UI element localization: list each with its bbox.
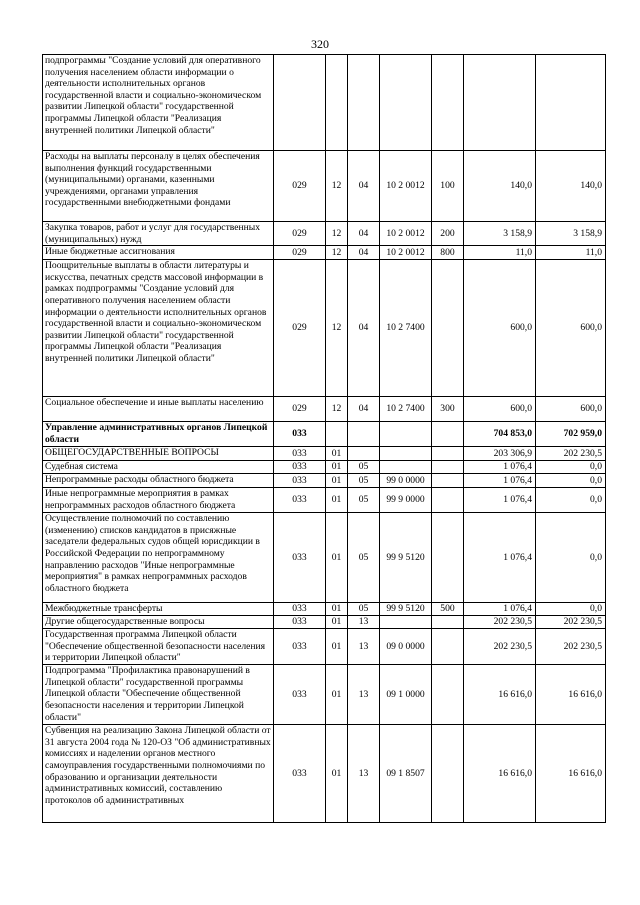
row-section-cell: 01 [326, 665, 348, 725]
table-row [43, 665, 606, 725]
budget-table [42, 54, 606, 823]
row-amount-2-cell: 16 616,0 [536, 665, 606, 725]
row-ved-cell: 029 [274, 260, 326, 397]
row-expense-type-cell: 200 [432, 222, 464, 246]
page-number: 320 [311, 37, 329, 51]
row-expense-type-cell: 500 [432, 603, 464, 616]
row-subsection-cell: 13 [348, 725, 380, 823]
row-target-article-cell: 10 2 0012 [380, 151, 432, 222]
row-expense-type-cell [432, 616, 464, 629]
row-expense-type-cell: 800 [432, 246, 464, 260]
row-subsection-cell: 13 [348, 616, 380, 629]
row-expense-type-cell [432, 474, 464, 488]
row-expense-type-cell [432, 422, 464, 447]
row-amount-1-cell: 1 076,4 [464, 603, 536, 616]
row-name-cell: Государственная программа Липецкой области "Обеспечение общественной безопасности населения и территории Липецкой области" [43, 629, 274, 665]
row-subsection-cell [348, 422, 380, 447]
row-target-article-cell [380, 616, 432, 629]
row-name-cell: Закупка товаров, работ и услуг для государственных (муниципальных) нужд [43, 222, 274, 246]
row-expense-type-cell [432, 447, 464, 461]
row-amount-1-cell: 202 230,5 [464, 629, 536, 665]
row-expense-type-cell: 100 [432, 151, 464, 222]
table-row [43, 616, 606, 629]
row-target-article-cell: 99 9 0000 [380, 488, 432, 513]
row-amount-1-cell: 1 076,4 [464, 488, 536, 513]
row-subsection-cell [348, 55, 380, 151]
row-ved-cell: 033 [274, 616, 326, 629]
row-amount-1-cell: 1 076,4 [464, 461, 536, 474]
row-section-cell: 01 [326, 616, 348, 629]
row-subsection-cell: 13 [348, 629, 380, 665]
row-amount-2-cell: 600,0 [536, 260, 606, 397]
row-section-cell: 12 [326, 397, 348, 422]
row-target-article-cell [380, 55, 432, 151]
row-ved-cell: 033 [274, 474, 326, 488]
row-amount-2-cell: 0,0 [536, 488, 606, 513]
row-name-cell: подпрограммы "Создание условий для оперативного получения населением области информации о деятельности исполнительных органов государственной власти и социально-экономическом развитии Липецкой области" государственной программы Липецкой области "Реализация внутренней политики Липецкой области" [43, 55, 274, 151]
row-name-cell: Управление административных органов Липецкой области [43, 422, 274, 447]
row-subsection-cell: 04 [348, 151, 380, 222]
row-amount-2-cell: 600,0 [536, 397, 606, 422]
table-row [43, 629, 606, 665]
row-amount-1-cell: 202 230,5 [464, 616, 536, 629]
row-expense-type-cell [432, 260, 464, 397]
row-amount-2-cell: 0,0 [536, 603, 606, 616]
row-ved-cell: 033 [274, 665, 326, 725]
row-amount-2-cell: 11,0 [536, 246, 606, 260]
row-ved-cell: 033 [274, 488, 326, 513]
table-row [43, 461, 606, 474]
row-name-cell: Судебная система [43, 461, 274, 474]
row-target-article-cell: 10 2 0012 [380, 222, 432, 246]
row-section-cell: 01 [326, 447, 348, 461]
row-target-article-cell: 99 9 5120 [380, 603, 432, 616]
row-amount-2-cell: 702 959,0 [536, 422, 606, 447]
row-amount-1-cell: 1 076,4 [464, 513, 536, 603]
row-ved-cell: 033 [274, 603, 326, 616]
row-name-cell: Иные непрограммные мероприятия в рамках непрограммных расходов областного бюджета [43, 488, 274, 513]
table-row [43, 488, 606, 513]
row-name-cell: Социальное обеспечение и иные выплаты населению [43, 397, 274, 422]
row-name-cell: Непрограммные расходы областного бюджета [43, 474, 274, 488]
row-expense-type-cell [432, 665, 464, 725]
row-ved-cell: 029 [274, 222, 326, 246]
row-target-article-cell: 10 2 7400 [380, 260, 432, 397]
row-name-cell: Подпрограмма "Профилактика правонарушений в Липецкой области" государственной программы Липецкой области "Обеспечение общественной безопасности населения и территории Липецкой области" [43, 665, 274, 725]
row-section-cell: 12 [326, 260, 348, 397]
row-target-article-cell: 99 0 0000 [380, 474, 432, 488]
table-row [43, 603, 606, 616]
table-row [43, 55, 606, 151]
row-section-cell: 12 [326, 222, 348, 246]
row-amount-2-cell: 140,0 [536, 151, 606, 222]
row-name-cell: Осуществление полномочий по составлению (изменению) списков кандидатов в присяжные заседатели федеральных судов общей юрисдикции в Российской Федерации по непрограммному направлению расходов "Иные непрограммные мероприятия" в рамках непрограммных расходов областного бюджета [43, 513, 274, 603]
row-ved-cell: 029 [274, 151, 326, 222]
row-section-cell: 01 [326, 461, 348, 474]
row-amount-2-cell: 3 158,9 [536, 222, 606, 246]
row-amount-2-cell [536, 55, 606, 151]
row-section-cell: 01 [326, 488, 348, 513]
row-subsection-cell: 05 [348, 603, 380, 616]
row-subsection-cell: 13 [348, 665, 380, 725]
row-subsection-cell: 05 [348, 488, 380, 513]
row-ved-cell: 033 [274, 447, 326, 461]
row-subsection-cell: 04 [348, 260, 380, 397]
row-name-cell: Поощрительные выплаты в области литературы и искусства, печатных средств массовой информации в рамках подпрограммы "Создание условий для оперативного получения населением области информации о деятельности исполнительных органов государственной власти и социально-экономическом развитии Липецкой области" государственной программы Липецкой области "Реализация внутренней политики Липецкой области" [43, 260, 274, 397]
row-subsection-cell: 05 [348, 461, 380, 474]
row-amount-2-cell: 16 616,0 [536, 725, 606, 823]
row-ved-cell: 029 [274, 397, 326, 422]
row-name-cell: Субвенция на реализацию Закона Липецкой области от 31 августа 2004 года № 120-ОЗ "Об административных комиссиях и наделении органов местного самоуправления государственными полномочиями по образованию и организации деятельности административных комиссий, составлению протоколов об административных [43, 725, 274, 823]
row-target-article-cell: 09 1 8507 [380, 725, 432, 823]
row-ved-cell: 033 [274, 513, 326, 603]
row-amount-1-cell: 16 616,0 [464, 665, 536, 725]
row-amount-2-cell: 0,0 [536, 513, 606, 603]
row-section-cell: 01 [326, 474, 348, 488]
row-target-article-cell: 10 2 0012 [380, 246, 432, 260]
row-name-cell: Иные бюджетные ассигнования [43, 246, 274, 260]
row-amount-2-cell: 0,0 [536, 461, 606, 474]
row-ved-cell: 033 [274, 629, 326, 665]
budget-table-body [43, 55, 606, 823]
row-section-cell [326, 55, 348, 151]
row-target-article-cell [380, 447, 432, 461]
row-expense-type-cell [432, 725, 464, 823]
table-row [43, 222, 606, 246]
row-target-article-cell: 09 1 0000 [380, 665, 432, 725]
row-section-cell: 01 [326, 725, 348, 823]
row-section-cell: 12 [326, 246, 348, 260]
table-row [43, 260, 606, 397]
row-ved-cell: 033 [274, 461, 326, 474]
row-ved-cell: 029 [274, 246, 326, 260]
table-row [43, 474, 606, 488]
row-amount-1-cell: 3 158,9 [464, 222, 536, 246]
row-expense-type-cell [432, 55, 464, 151]
row-name-cell: ОБЩЕГОСУДАРСТВЕННЫЕ ВОПРОСЫ [43, 447, 274, 461]
row-target-article-cell: 99 9 5120 [380, 513, 432, 603]
row-amount-1-cell: 600,0 [464, 397, 536, 422]
row-expense-type-cell [432, 488, 464, 513]
row-amount-1-cell: 140,0 [464, 151, 536, 222]
row-subsection-cell: 04 [348, 222, 380, 246]
row-section-cell: 01 [326, 629, 348, 665]
table-row [43, 725, 606, 823]
row-amount-1-cell: 704 853,0 [464, 422, 536, 447]
table-row [43, 422, 606, 447]
table-row [43, 513, 606, 603]
row-expense-type-cell [432, 461, 464, 474]
row-target-article-cell: 10 2 7400 [380, 397, 432, 422]
row-ved-cell: 033 [274, 422, 326, 447]
row-target-article-cell [380, 461, 432, 474]
row-expense-type-cell: 300 [432, 397, 464, 422]
row-section-cell [326, 422, 348, 447]
table-row [43, 447, 606, 461]
row-subsection-cell [348, 447, 380, 461]
row-subsection-cell: 04 [348, 397, 380, 422]
row-target-article-cell: 09 0 0000 [380, 629, 432, 665]
row-subsection-cell: 05 [348, 474, 380, 488]
row-amount-1-cell: 16 616,0 [464, 725, 536, 823]
table-row [43, 246, 606, 260]
row-target-article-cell [380, 422, 432, 447]
row-section-cell: 12 [326, 151, 348, 222]
row-name-cell: Расходы на выплаты персоналу в целях обеспечения выполнения функций государственными (муниципальными) органами, казенными учреждениями, органами управления государственными внебюджетными фондами [43, 151, 274, 222]
row-amount-1-cell: 203 306,9 [464, 447, 536, 461]
row-section-cell: 01 [326, 513, 348, 603]
table-row [43, 151, 606, 222]
row-ved-cell: 033 [274, 725, 326, 823]
row-amount-1-cell [464, 55, 536, 151]
row-subsection-cell: 04 [348, 246, 380, 260]
row-amount-2-cell: 202 230,5 [536, 616, 606, 629]
row-name-cell: Другие общегосударственные вопросы [43, 616, 274, 629]
row-expense-type-cell [432, 629, 464, 665]
row-amount-1-cell: 1 076,4 [464, 474, 536, 488]
row-expense-type-cell [432, 513, 464, 603]
row-section-cell: 01 [326, 603, 348, 616]
row-name-cell: Межбюджетные трансферты [43, 603, 274, 616]
row-amount-1-cell: 11,0 [464, 246, 536, 260]
row-amount-2-cell: 202 230,5 [536, 629, 606, 665]
row-ved-cell [274, 55, 326, 151]
table-row [43, 397, 606, 422]
row-subsection-cell: 05 [348, 513, 380, 603]
row-amount-1-cell: 600,0 [464, 260, 536, 397]
row-amount-2-cell: 0,0 [536, 474, 606, 488]
row-amount-2-cell: 202 230,5 [536, 447, 606, 461]
